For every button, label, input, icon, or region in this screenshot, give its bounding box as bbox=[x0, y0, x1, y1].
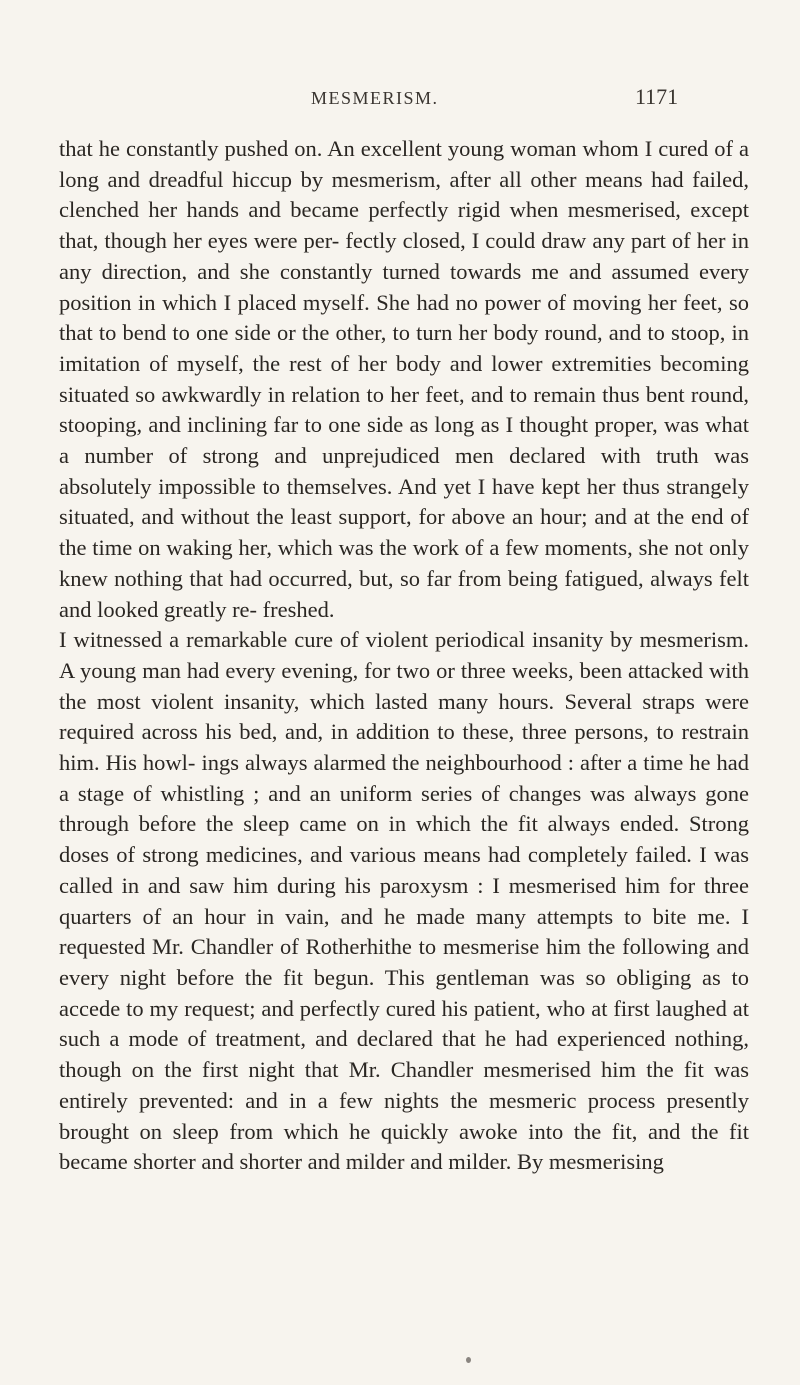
paragraph-2: I witnessed a remarkable cure of violent periodical insanity by mesmerism. A young man had every evening, for two or three weeks, been attacked with the most violent insanity, which lasted many hours. Several straps were required across his bed, and, in addition to these, three persons, to restrain him. His howl- ings always alarmed the neighbourhood : after a time he had a stage of whistling ; and an uniform series of changes was always gone through before the sleep came on in which the fit always ended. Strong doses of strong medicines, and various means had completely failed. I was called in and saw him during his paroxysm : I mesmerised him for three quarters of an hour in vain, and he made many attempts to bite me. I requested Mr. Chandler of Rotherhithe to mesmerise him the following and every night before the fit begun. This gentleman was so obliging as to accede to my request; and perfectly cured his patient, who at first laughed at such a mode of treatment, and declared that he had experienced nothing, though on the first night that Mr. Chandler mesmerised him the fit was entirely prevented: and in a few nights the mesmeric process presently brought on sleep from which he quickly awoke into the fit, and the fit became shorter and shorter and milder and milder. By mesmerising bbox=[59, 627, 749, 1175]
page-number: 1171 bbox=[635, 84, 679, 109]
ink-speck bbox=[466, 1357, 471, 1363]
paragraph-1: that he constantly pushed on. An excellent young woman whom I cured of a long and dreadful hiccup by mesmerism, after all other means had failed, clenched her hands and became perfectly rigid when mesmerised, except that, though her eyes were per- fectly closed, I could draw any part of her in any direction, and she constantly turned towards me and assumed every position in which I placed myself. She had no power of moving her feet, so that to bend to one side or the other, to turn her body round, and to stoop, in imitation of myself, the rest of her body and lower extremities becoming situated so awkwardly in relation to her feet, and to remain thus bent round, stooping, and inclining far to one side as long as I thought proper, was what a number of strong and unprejudiced men declared with truth was absolutely impossible to themselves. And yet I have kept her thus strangely situated, and without the least support, for above an hour; and at the end of the time on waking her, which was the work of a few moments, she not only knew nothing that had occurred, but, so far from being fatigued, always felt and looked greatly re- freshed. bbox=[59, 136, 749, 622]
running-title: MESMERISM. bbox=[311, 88, 439, 108]
body-text bbox=[59, 134, 749, 1178]
